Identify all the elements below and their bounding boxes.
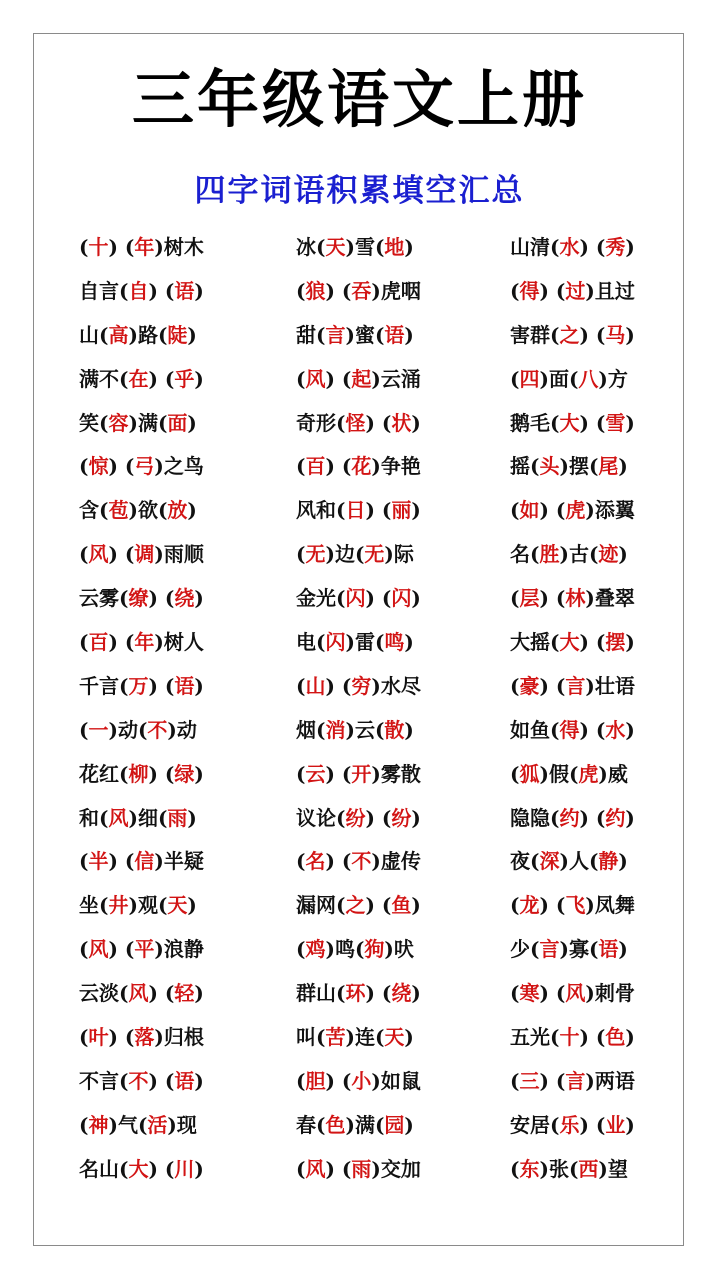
idiom-item: 奇形(怪) (状) xyxy=(296,410,421,435)
idiom-item: 金光(闪) (闪) xyxy=(296,586,421,611)
idiom-item: (东)张(西)望 xyxy=(510,1156,628,1181)
idiom-item: 议论(纷) (纷) xyxy=(296,805,421,830)
idiom-item: 自言(自) (语) xyxy=(79,278,204,303)
idiom-item: (狐)假(虎)威 xyxy=(510,761,628,786)
idiom-item: 电(闪)雷(鸣) xyxy=(296,630,414,655)
idiom-item: (寒) (风)刺骨 xyxy=(510,981,635,1006)
idiom-item: 不言(不) (语) xyxy=(79,1068,204,1093)
idiom-item: 甜(言)蜜(语) xyxy=(296,322,414,347)
idiom-item: 害群(之) (马) xyxy=(510,322,635,347)
idiom-item: (百) (花)争艳 xyxy=(296,454,421,479)
idiom-item: 摇(头)摆(尾) xyxy=(510,454,628,479)
idiom-item: 少(言)寡(语) xyxy=(510,937,628,962)
idiom-item: (豪) (言)壮语 xyxy=(510,673,635,698)
idiom-item: 坐(井)观(天) xyxy=(79,893,197,918)
idiom-item: (如) (虎)添翼 xyxy=(510,498,635,523)
idiom-item: 如鱼(得) (水) xyxy=(510,717,635,742)
idiom-item: (惊) (弓)之鸟 xyxy=(79,454,204,479)
idiom-item: (龙) (飞)凤舞 xyxy=(510,893,635,918)
idiom-item: 满不(在) (乎) xyxy=(79,366,204,391)
idiom-item: 千言(万) (语) xyxy=(79,673,204,698)
idiom-item: 笑(容)满(面) xyxy=(79,410,197,435)
idiom-item: (云) (开)雾散 xyxy=(296,761,421,786)
idiom-item: 名山(大) (川) xyxy=(79,1156,204,1181)
idiom-item: (风) (调)雨顺 xyxy=(79,542,204,567)
idiom-item: (十) (年)树木 xyxy=(79,235,204,259)
idiom-item: 隐隐(约) (约) xyxy=(510,805,635,830)
idiom-item: (半) (信)半疑 xyxy=(79,849,204,874)
idiom-item: 漏网(之) (鱼) xyxy=(296,893,421,918)
idiom-item: 云雾(缭) (绕) xyxy=(79,586,204,611)
idiom-item: 安居(乐) (业) xyxy=(510,1112,635,1137)
idiom-item: 鹅毛(大) (雪) xyxy=(510,410,635,435)
idiom-item: 冰(天)雪(地) xyxy=(296,235,414,259)
idiom-item: 叫(苦)连(天) xyxy=(296,1025,414,1050)
idiom-item: 烟(消)云(散) xyxy=(296,717,414,742)
idiom-item: (神)气(活)现 xyxy=(79,1112,197,1137)
idiom-item: 云淡(风) (轻) xyxy=(79,981,204,1006)
idiom-item: (风) (平)浪静 xyxy=(79,937,204,962)
idiom-item: (风) (雨)交加 xyxy=(296,1156,421,1181)
idiom-item: 名(胜)古(迹) xyxy=(510,542,628,567)
idiom-item: 花红(柳) (绿) xyxy=(79,761,204,786)
idiom-item: (得) (过)且过 xyxy=(510,278,635,303)
idiom-item: (狼) (吞)虎咽 xyxy=(296,278,421,303)
page-subtitle: 四字词语积累填空汇总 xyxy=(194,173,525,209)
idiom-item: (鸡)鸣(狗)吠 xyxy=(296,937,414,962)
page-title: 三年级语文上册 xyxy=(131,63,587,136)
idiom-item: (三) (言)两语 xyxy=(510,1068,635,1093)
idiom-item: (层) (林)叠翠 xyxy=(510,586,635,611)
idiom-item: 山(高)路(陡) xyxy=(79,322,197,347)
idiom-item: 含(苞)欲(放) xyxy=(79,498,197,523)
idiom-item: 大摇(大) (摆) xyxy=(510,630,635,655)
idiom-item: 山清(水) (秀) xyxy=(510,235,635,259)
idiom-item: 风和(日) (丽) xyxy=(296,498,421,523)
idiom-grid xyxy=(79,226,659,1192)
idiom-item: (山) (穷)水尽 xyxy=(296,673,421,698)
idiom-item: 五光(十) (色) xyxy=(510,1025,635,1050)
idiom-item: 春(色)满(园) xyxy=(296,1112,414,1137)
idiom-item: (四)面(八)方 xyxy=(510,366,628,391)
idiom-item: (百) (年)树人 xyxy=(79,630,204,655)
idiom-item: (一)动(不)动 xyxy=(79,717,197,742)
idiom-item: 群山(环) (绕) xyxy=(296,981,421,1006)
idiom-item: (无)边(无)际 xyxy=(296,542,414,567)
idiom-item: 和(风)细(雨) xyxy=(79,805,197,830)
idiom-item: (叶) (落)归根 xyxy=(79,1025,204,1050)
idiom-item: (胆) (小)如鼠 xyxy=(296,1068,421,1093)
idiom-item: (风) (起)云涌 xyxy=(296,366,421,391)
idiom-item: (名) (不)虚传 xyxy=(296,849,421,874)
idiom-item: 夜(深)人(静) xyxy=(510,849,628,874)
